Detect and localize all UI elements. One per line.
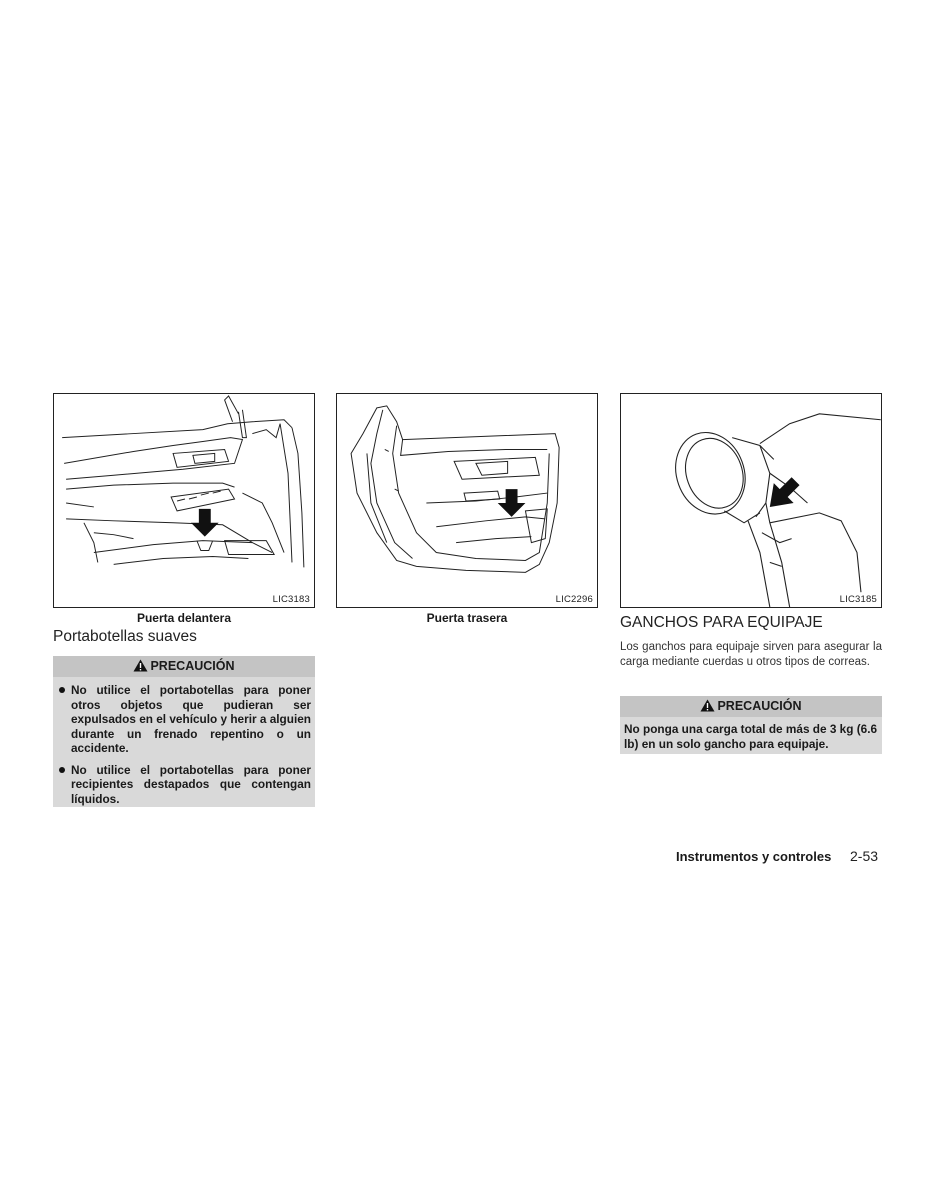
caution-text: No ponga una carga total de más de 3 kg (6.6 lb) en un solo gancho para equipaje. (624, 722, 878, 751)
caution-item: No utilice el portabotellas para poner recipientes destapados que contengan líquidos. (57, 763, 311, 807)
front-door-illustration (54, 394, 314, 607)
caution-title: PRECAUCIÓN (717, 699, 802, 713)
page-number: 2-53 (850, 848, 879, 864)
caution-list (53, 677, 315, 817)
caution-item: No utilice el portabotellas para poner otros objetos que pudieran ser expulsados en el vehículo y herir a alguien durante un frenado repentino o un accidente. (57, 683, 311, 756)
warning-icon (700, 699, 715, 712)
luggage-hook-illustration (621, 394, 881, 607)
arrow-down-icon (498, 489, 526, 517)
figure-front-door (53, 393, 315, 608)
ganchos-description: Los ganchos para equipaje sirven para asegurar la carga mediante cuerdas u otros tipos de correas. (620, 641, 882, 668)
arrow-down-icon (191, 509, 219, 537)
figure-luggage-hook (620, 393, 882, 608)
caution-box-ganchos (620, 696, 882, 754)
caution-header (620, 696, 882, 717)
figure-rear-door (336, 393, 598, 608)
figure-code: LIC3185 (839, 594, 877, 605)
section-heading-ganchos: GANCHOS PARA EQUIPAJE (620, 614, 823, 631)
caution-header (53, 656, 315, 677)
figure-caption-rear: Puerta trasera (426, 611, 508, 625)
caution-title: PRECAUCIÓN (150, 659, 235, 673)
bullet-icon (59, 767, 65, 773)
footer-section-title: Instrumentos y controles (676, 849, 832, 864)
section-heading-portabotellas: Portabotellas suaves (53, 628, 197, 645)
figure-code: LIC3183 (272, 594, 310, 605)
bullet-icon (59, 687, 65, 693)
figure-code: LIC2296 (555, 594, 593, 605)
warning-icon (133, 659, 148, 672)
rear-door-illustration (337, 394, 597, 607)
caution-box-portabotellas (53, 656, 315, 807)
figure-caption-front: Puerta delantera (136, 611, 232, 625)
